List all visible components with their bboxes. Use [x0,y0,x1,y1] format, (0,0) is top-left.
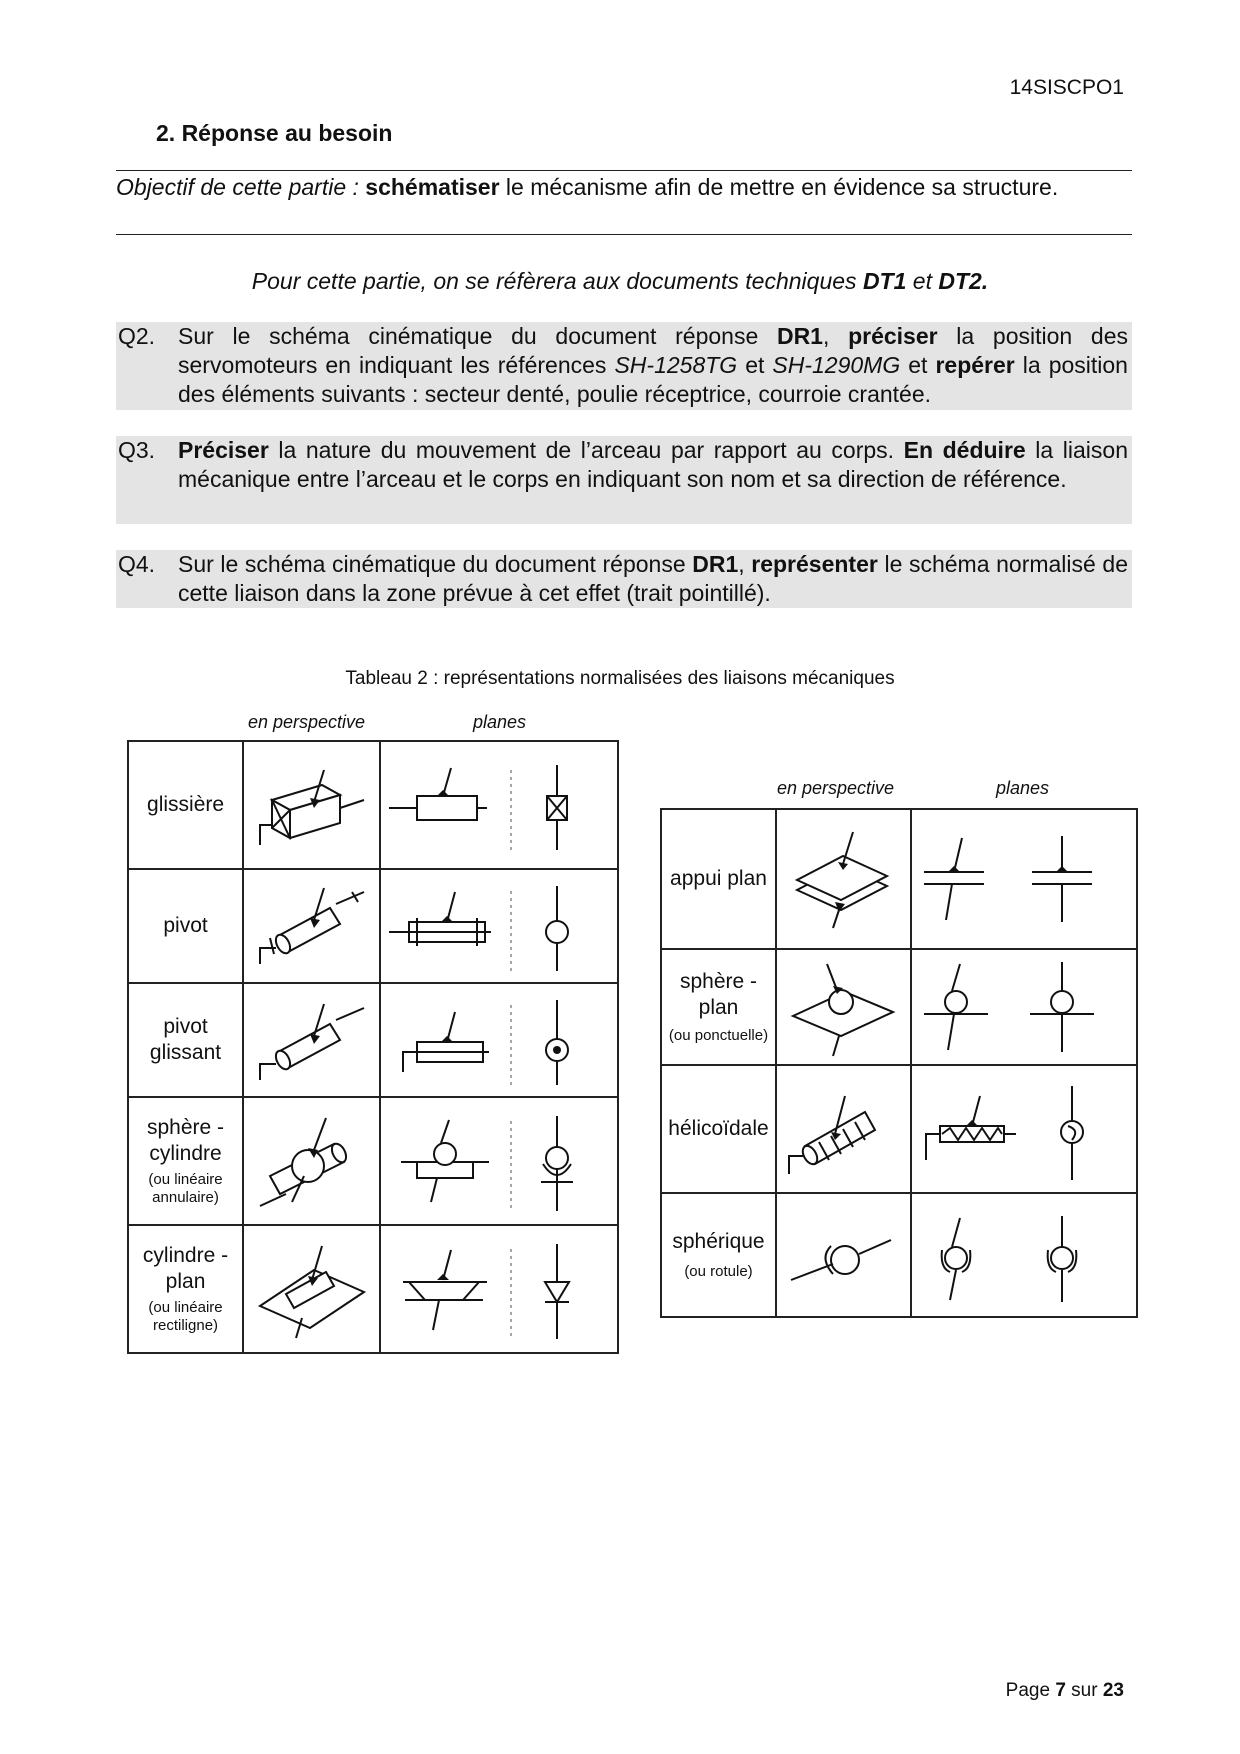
planes-pivot-symbols [380,869,618,983]
page-number: Page 7 sur 23 [1005,1680,1124,1701]
table-caption: Tableau 2 : représentations normalisées des liaisons mécaniques [345,668,895,689]
section-title: 2. Réponse au besoin [156,120,393,146]
left-header-planes: planes [473,712,527,732]
table-row [128,869,618,983]
table-row [661,1065,1137,1193]
perspective-sphere-plan-symbol [776,949,911,1065]
planes-glissiere-symbols [380,741,618,869]
document-reference: 14SISCPO1 [1009,76,1124,99]
question-number: Q2. [118,323,156,349]
liaison-name: sphérique (ou rotule) [661,1193,776,1317]
perspective-glissiere-symbol [243,741,380,869]
question-text: Sur le schéma cinématique du document réponse DR1, représenter le schéma normalisé de cette liaison dans la zone prévue à cet effet (trait pointillé). [178,551,1129,606]
planes-appui-plan-symbols [911,809,1137,949]
table-row [128,741,618,869]
objective-prefix: Objectif de cette partie : [116,174,359,200]
liaison-name: hélicoïdale [661,1065,776,1193]
table-liaisons-left [127,740,619,1354]
objective-bottom-rule [116,234,1132,235]
perspective-pivot-glissant-symbol [243,983,380,1097]
table-row [128,1225,618,1353]
question-text: Préciser la nature du mouvement de l’arceau par rapport au corps. En déduire la liaison mécanique entre l’arceau et le corps en indiquant son nom et sa direction de référence. [178,437,1128,492]
perspective-spherique-symbol [776,1193,911,1317]
reference-and: et [906,268,939,294]
liaison-name: pivot glissant [128,983,243,1097]
planes-sphere-cylindre-symbols [380,1097,618,1225]
right-header-perspective: en perspective [777,778,895,798]
objective-rest: le mécanisme afin de mettre en évidence sa structure. [499,174,1059,200]
table-row [128,983,618,1097]
perspective-cylindre-plan-symbol [243,1225,380,1353]
planes-helicoidale-symbols [911,1065,1137,1193]
table-liaisons-right [660,808,1138,1318]
question-q3 [116,436,1132,524]
planes-sphere-plan-symbols [911,949,1137,1065]
right-header-planes: planes [996,778,1050,798]
liaison-name: pivot [128,869,243,983]
liaison-name: appui plan [661,809,776,949]
question-q2 [116,322,1132,410]
planes-spherique-symbols [911,1193,1137,1317]
perspective-appui-plan-symbol [776,809,911,949]
table-row [661,809,1137,949]
objective-verb: schématiser [365,174,500,200]
objective-block [116,172,1132,202]
liaison-name: glissière [128,741,243,869]
question-number: Q4. [118,551,156,577]
question-q4 [116,550,1132,608]
planes-cylindre-plan-symbols [380,1225,618,1353]
planes-pivot-glissant-symbols [380,983,618,1097]
reference-text: Pour cette partie, on se réfèrera aux documents techniques [251,268,863,294]
objective-top-rule [116,170,1132,171]
perspective-sphere-cylindre-symbol [243,1097,380,1225]
question-text: Sur le schéma cinématique du document réponse DR1, préciser la position des servomoteurs en indiquant les références SH-1258TG et SH-1290MG et repérer la position des éléments suivants : secteur denté, poulie réceptrice, courroie crantée. [178,323,1128,407]
reference-line [0,268,1240,295]
perspective-pivot-symbol [243,869,380,983]
perspective-helicoidale-symbol [776,1065,911,1193]
liaison-name: sphère - plan (ou ponctuelle) [661,949,776,1065]
left-header-perspective: en perspective [248,712,366,732]
question-number: Q3. [118,437,156,463]
table-row [128,1097,618,1225]
liaison-name: sphère - cylindre (ou linéaire annulaire) [128,1097,243,1225]
reference-dt1: DT1 [862,268,907,294]
table-row [661,949,1137,1065]
reference-dt2: DT2. [938,268,989,294]
table-row [661,1193,1137,1317]
liaison-name: cylindre - plan (ou linéaire rectiligne) [128,1225,243,1353]
